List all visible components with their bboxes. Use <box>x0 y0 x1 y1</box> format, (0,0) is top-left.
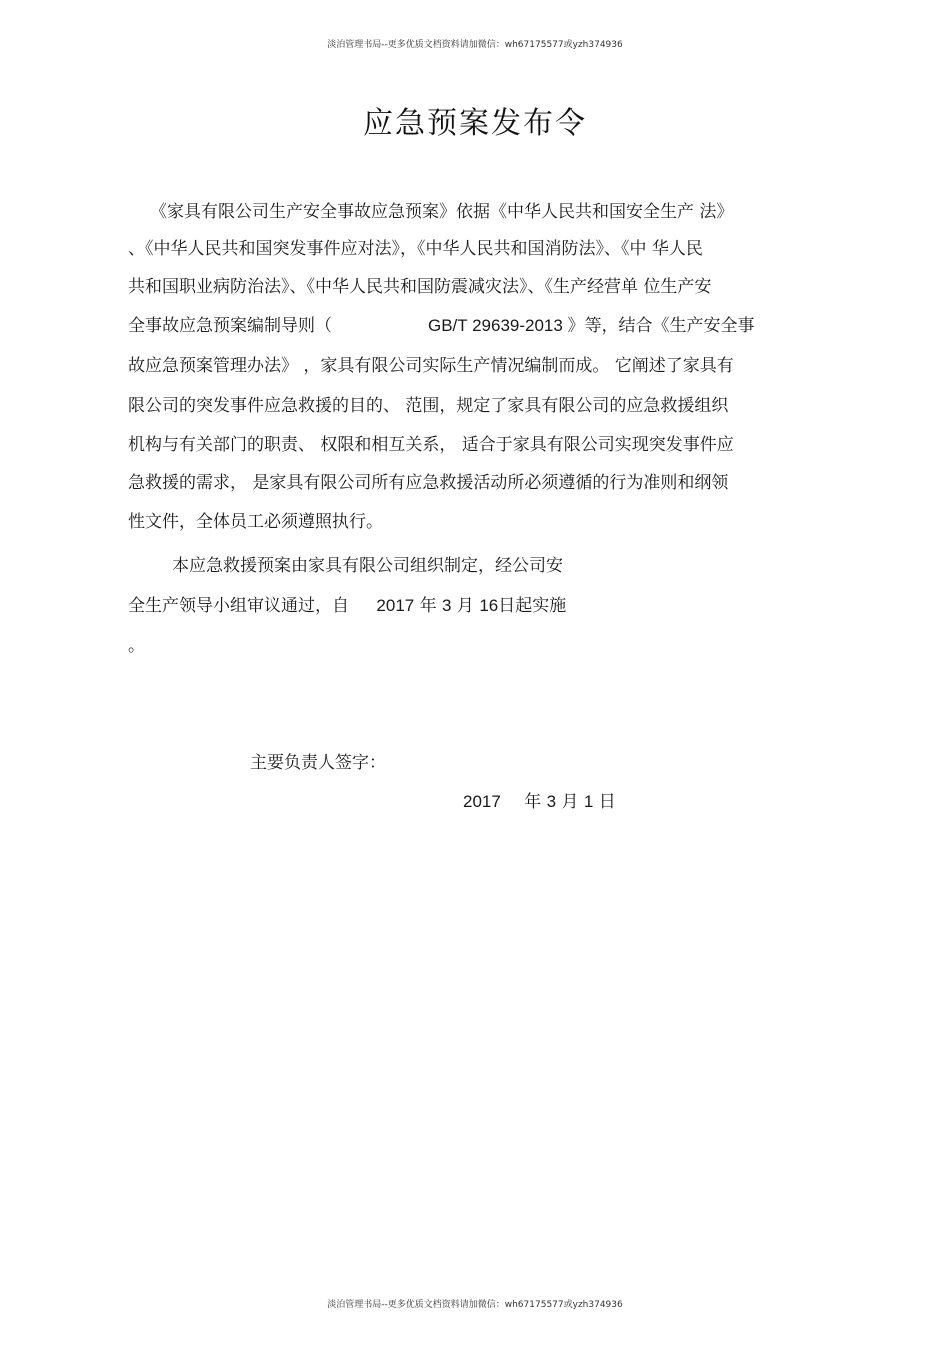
effective-prefix: 全生产领导小组审议通过，自 <box>128 596 349 616</box>
paragraph-2-line-1: 本应急救援预案由家具有限公司组织制定，经公司安 <box>172 556 563 576</box>
effective-suffix: 日起实施 <box>498 596 567 616</box>
sign-date-day-unit: 日 <box>598 792 616 812</box>
paragraph-2-line-3: 。 <box>128 636 145 656</box>
sign-date <box>463 792 616 812</box>
sign-date-month-unit: 月 <box>561 792 579 812</box>
paragraph-2-line-2 <box>128 596 566 616</box>
footer-watermark-note: 淡泊管理书局--更多优质文档资料请加微信：wh67175577或yzh374936 <box>327 1300 623 1310</box>
signature-label: 主要负责人签字： <box>250 753 386 773</box>
paragraph-1-line-4-text-b: 等，结合《生产安全事 <box>584 316 755 336</box>
sign-date-day: 1 <box>583 792 594 811</box>
sign-date-year: 2017 <box>463 792 501 811</box>
paragraph-1-line-4-text-a: 全事故应急预案编制导则（ <box>128 316 332 336</box>
effective-year: 2017 <box>376 596 415 615</box>
effective-month-unit: 月 <box>456 596 474 616</box>
header-watermark-note: 淡泊管理书局--更多优质文档资料请加微信：wh67175577或yzh374936 <box>327 40 623 50</box>
sign-date-month: 3 <box>546 792 557 811</box>
effective-year-unit: 年 <box>419 596 437 616</box>
paragraph-1-line-4 <box>128 316 755 336</box>
standard-code: GB/T 29639-2013 》 <box>428 316 585 335</box>
paragraph-1-line-8: 急救援的需求， 是家具有限公司所有应急救援活动所必须遵循的行为准则和纲领 <box>128 473 729 493</box>
paragraph-1-line-6: 限公司的突发事件应急救援的目的、 范围，规定了家具有限公司的应急救援组织 <box>128 396 729 416</box>
paragraph-1-line-3: 共和国职业病防治法》、《中华人民共和国防震减灾法》、《生产经营单 位生产安 <box>128 277 712 297</box>
effective-month: 3 <box>442 596 452 615</box>
paragraph-1-line-7: 机构与有关部门的职责、 权限和相互关系， 适合于家具有限公司实现突发事件应 <box>128 435 734 455</box>
paragraph-1-line-5: 故应急预案管理办法》 ，家具有限公司实际生产情况编制而成。 它阐述了家具有 <box>128 356 734 376</box>
paragraph-1-line-1: 《家具有限公司生产安全事故应急预案》依据《中华人民共和国安全生产 法》 <box>150 202 734 222</box>
document-title: 应急预案发布令 <box>363 106 587 141</box>
sign-date-year-unit: 年 <box>524 792 542 812</box>
paragraph-1-line-2: 、《中华人民共和国突发事件应对法》，《中华人民共和国消防法》、《中 华人民 <box>128 239 703 259</box>
effective-day: 16 <box>479 596 499 615</box>
paragraph-1-line-9: 性文件，全体员工必须遵照执行。 <box>128 512 383 532</box>
